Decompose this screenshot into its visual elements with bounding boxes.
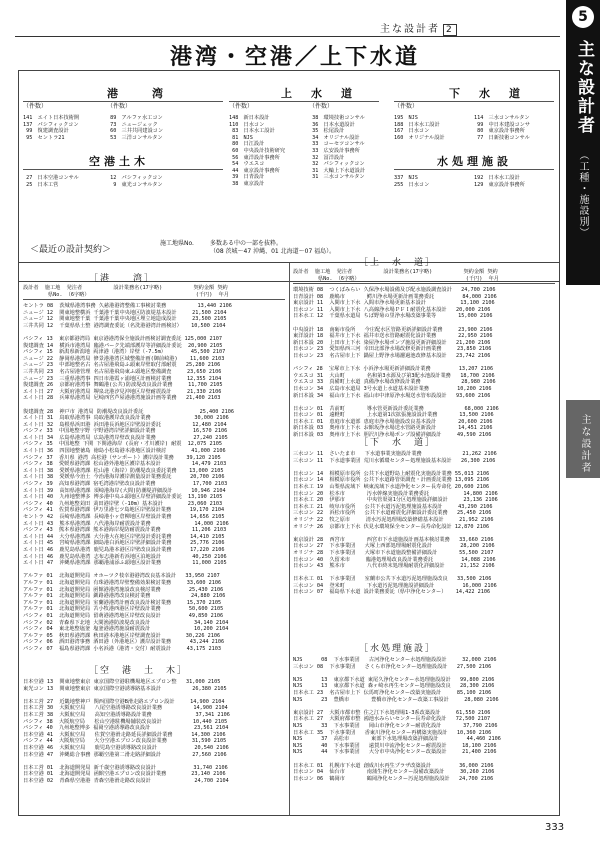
left-section-airport: ［空 港 土 木］ — [89, 666, 189, 676]
treatment-ranking-2: 192 日本水工設計 129 東京設計事務所 — [474, 175, 525, 188]
right-section-treatment: ［水処理施設］ — [359, 644, 437, 654]
water-ranking-1: 148 新日本設計 110 日水コン 83 日本水工設計 81 NJS 80 日江設計 60 中央設計技術研究 56 東洋設計事務所 54 ウエスコ 44 東京設計事務所 39 日青設計 38 東京設計 — [229, 115, 286, 187]
count-label: （件数） — [394, 103, 419, 110]
column-divider — [289, 263, 290, 815]
port-contracts: セントラ 08 茨城県港湾事務 久慈港港湾整備工事検討業務 13,440 2106 ニュージ 12 関東地整横浜 千葉港千葉中央地区防波堤基本設計 21,500 2104 ニュージ 12 関東地整千葉 千葉港千葉中央地区埋立地造成設計 23,500 2105 三井共同 12 千葉県県土整 港湾調査委託（名洗港港湾計画検討） 10,500 2104 パシフィ 13 東京都港湾局 東京港港湾保全施設計画検討調査委託 125,000 2107 復建調査 14 横浜市港湾局 臨港パーク先端部護岸等詳細設計委託 20,900 2105 パシフィ 15 新潟県新潟地 両津港（港湾）岸壁（-7.5m） 45,500 2107 ニュージ 22 静岡県港湾局 修景港港湾区域整備計画(御前崎港) 11,600 2103 ニュージ 23 中部地整名古 名古屋港飛島ふ頭東岸壁取付部耐震 25,280 2106 三井共同 23 名古屋港管理 名古屋港飛鳥東ふ頭地区整備調査 23,650 2106 ニュージ 23 三重県港湾事 四日市港霞ヶ浦地区計画検討業務 12,355 2104 復建調査 26 京都府港湾事 舞鶴港(公共)防波堤改良設計業務 11,700 2105 エイト日 27 大阪府港湾局 堺泉北港汐見沖地区岸壁耐震設計 21,330 2106 エイト日 28 兵庫県港湾局 尼崎西宮芦屋港港湾施設計画等業務 21,400 2103 復建調査 28 神戸市 港湾局 防潮堤改良設計委託 25,400 2106 エイト日 31 鳥取県港湾事 鳥取港護岸改良設計業務 30,000 2106 エイト日 32 島根県浜田港 浜田港長浜地区岸壁設計委託 12,480 2104 パシフィ 33 中国地整宇野 宇野港湾岸壁詳細設計業務 16,570 2106 エイト日 34 広島県港湾局 広島港湾岸壁改良設計業務 27,240 2105 パシフィ 35 中国地整 下関 下関港海岸 (長府・才川護岸) 耐震 12,075 2105 エイト日 36 四国地整徳島 徳島小松島港本港地区設計検討 41,000 2106 パシフィ 37 香川県 港湾 高松港（サンポート）護岸設計業務 39,120 2105 パシフィ 38 愛媛県港湾課 松山港外港地区護岸基本設計 14,479 2103 エイト日 38 愛媛県港湾課 松山港（海岸）防潮堤改良委託業務 13,000 2105 エイト日 38 愛媛県今治土 今治港海岸護岸測量設計業務委託 20,700 2106 パシフィ 39 高知県港湾課 宿毛湾港岸壁改良設計業務 17,700 2103 エイト日 39 高知県港湾課 須崎港海岸(大間)防潮堤詳細設計 10,946 2104 エイト日 40 九州地整博多 博多港中央ふ頭地区岸壁詳細設計委託 13,190 2105 パシフィ 40 九州地整苅田 苅田港岸壁（-10m）基本設計 23,060 2103 パシフィ 41 佐賀県港湾課 伊万里港七ツ島地区岸壁設計業務 19,170 2104 セントラ 42 長崎県港湾課 長崎港小ヶ倉柳地区岸壁設計業務 14,656 2105 エイト日 43 熊本県港湾課 八代港海岸耐震設計業務 14,000 2106 パシフィ 43 熊本県港湾課 熊本港海岸堤防耐震設計業務 11,206 2103 エイト日 44 大分県港湾課 大分港大在地区岸壁設計委託業務 14,410 2105 エイト日 45 宮崎県港湾課 細島港白浜地区岸壁詳細設計業務 25,776 2106 エイト日 46 鹿児島県港湾 鹿児島港本港区岸壁改良設計業務 17,220 2106 エイト日 46 鹿児島県港湾 志布志港新若浜地区泊地設計 40,250 2106 エイト日 47 沖縄県港湾課 那覇港浦添ふ頭地区設計業務 11,000 2105 アルファ 01 北海道開発局 オホーツク枝幸港港湾改良基本設計 33,950 2107 アルファ 01 北海道開発局 有珠港港湾岸壁整備効果検討業務 33,600 2106 アルファ 01 北海道開発局 函館港港湾施設改良検討業務 25,430 2106 アルファ 01 北海道開発局 釧路港港湾改良検討業務 24,880 2106 アルファ 01 北海道開発局 室蘭港港湾計画改良設計検討業務 15,370 2105 アルファ 01 北海道開発局 苫小牧港西港区岸壁設計業務 50,600 2105 パシフィ 01 北海道開発局 留萌港港湾地区岸壁改良設計 49,850 2106 パシフィ 02 青森県下北地 大間漁港防波堤改良設計 34,140 2104 パシフィ 04 東北地整塩釜 塩釜港港湾施設耐震設計 10,200 2104 アルファ 05 秋田県港湾課 秋田港本港地区岸壁調査設計 30,226 2106 パシフィ 06 酒田港湾事務 酒田港（外港地区）護岸設計業務 43,244 2106 パシフィ 07 福島県港湾課 小名浜港（港湾・交付）耐震設計 43,175 2103 — [23, 303, 234, 652]
count-label: （件数） — [229, 103, 254, 110]
contracts-heading: ＜最近の設計契約＞ — [30, 245, 112, 255]
airport-ranking-1: 27 日本空港コンサル 25 日本工営 — [26, 175, 79, 188]
treatment-ranking-1: 337 NJS 255 日水コン — [394, 175, 430, 188]
page-number: 333 — [545, 822, 565, 833]
airport-ranking-2: 12 パシフィックコン 9 東光コンサルタン — [110, 175, 163, 188]
section-water: 上 水 道 — [281, 87, 356, 100]
left-column-header: 設計者 施工地 発注者 設計業務名(17字略) 契約金額 契約 県No. （6字略） (千円) 年月 — [23, 285, 229, 298]
count-label: （件数） — [309, 103, 334, 110]
count-label: （件数） — [23, 103, 48, 110]
port-ranking-1: 141 エイト日本技術開 137 パシフィックコン 99 復建調査設計 95 セントラ21 — [23, 115, 80, 141]
treatment-rule — [394, 169, 554, 170]
port-ranking-2: 89 アルファ水工コン 73 ニュージェック 60 三井共同建設コン 53 三洋コンサルタン — [110, 115, 164, 141]
airport-contracts: 日本空港 13 関東地整東京 東京国際空港駐機場地区エプロン整 31,000 2105 東光コン 13 関東地整東京 東京国際空港誘導路基本設計 26,380 2105 日本工営 27 近畿地整神戸 関西国際空港B滑走路エプロン設計 14,900 2104 日本工営 30 大阪航空局 八尾空港誘導路改良設計業務 14,900 2104 日本工営 38 大阪航空局 高知空港誘導路設計業務 37,341 2106 パシフィ 38 大阪航空局 松山空港駐機場舗装改良設計 10,440 2105 パシフィ 40 九州地整博多 福岡空港誘導路改良設計 23,561 2104 日本空港 41 大阪航空局 佐賀空港滑走路延長詳細設計業務 14,300 2106 パシフィ 44 大阪航空局 大分空港エプロン改良設計業務 31,590 2105 日本空港 46 大阪航空局 鹿児島空港誘導路改良設計 20,540 2106 日本空港 47 沖縄総合事務 那覇空港第二滑走路詳細設計 27,560 2106 日本工営 01 北海道開発局 新千歳空港誘導路改良設計 31,740 2106 日本空港 01 北海道開発局 函館空港エプロン改良設計業務 23,140 2106 日本空港 02 青森県空港港 青森空港滑走路改良設計 24,700 2104 — [23, 679, 230, 784]
left-section-port: ［港 湾］ — [89, 274, 156, 284]
section-number: 2 — [443, 24, 457, 36]
chapter-title: 主な設計者 — [574, 40, 594, 135]
treatment-contracts: NJS 08 下水事業団 古河浄化センター水処理施設設計 32,000 2106 三水コン 08 下水事業団 さくら市浄化センター処理施設設計 27,500 2106 NJS 13 東京都下水道 東尾久浄化センター水処理施設設計 99,800 2106 NJS 13 東京都下水道 森ヶ崎水再生センター処理施設改良 28,300 2106 日本水工 23 名古屋市上下 伝馬町浄化センター改築実施設計 85,100 2106 NJS 23 豊橋市 豊橋市浄化センター改築工事設計 28,080 2106 東京設計 27 大阪市都市整 住之江下水処理場1-3系改築設計 61,550 2106 日本水工 27 大阪府都市整 鴻池水みらいセンター長寿命化設計 72,500 2107 NJS 33 下水事業団 岡山市浄化センター耐震化設計 37,790 2106 日本水工 35 下水事業団 香東川浄化センター再構築実施設計 10,360 2106 NJS 37 高松市 東部下水処理場改築詳細設計 44,460 2106 NJS 40 下水事業団 遠賀川中流浄化センター耐震設計 18,100 2106 NJS 44 下水事業団 大分市中央浄化センター改築設計 21,400 2106 日本水工 01 札幌市下水道 創成川水再生プラザ改築設計 36,000 2106 日水コン 04 仙台市 南蒲生浄化センター設備改築設計 30,260 2106 日水コン 06 鶴岡市 鶴岡浄化センター汚泥処理施設設計 24,700 2106 — [293, 657, 501, 782]
port-rule — [23, 101, 223, 102]
index-tab-label: 主な設計者 — [579, 414, 590, 474]
section-label: 主な設計者 2 — [380, 20, 457, 36]
chapter-subtitle: （工種・施設別） — [577, 150, 588, 238]
contracts-box — [18, 258, 560, 816]
water-ranking-2: 38 環境技術コンサル 36 日本水道設計 35 松尾設計 34 オリジナル設計 33 コーセツコンサル 33 広安設計事務所 32 冨洋設計 32 パシフィックコン 31 大輪上下水道設計 31 三水コンサルタン — [312, 115, 366, 181]
right-section-water: ［上 水 道］ — [359, 258, 437, 268]
right-header-rule — [293, 283, 555, 284]
section-treatment: 水処理施設 — [437, 155, 512, 168]
count-label: （件数） — [107, 103, 132, 110]
sewer-ranking-2: 114 三水コンサルタン 99 中日本建設コンサ 80 東京設計事務所 77 日新技術コンサル — [474, 115, 531, 141]
header-rule — [15, 36, 560, 37]
section-sewer: 下 水 道 — [449, 87, 524, 100]
index-tab — [566, 400, 600, 478]
airport-rule — [23, 169, 223, 170]
section-port: 港 湾 — [107, 87, 167, 100]
sewer-contracts: 三水コン 11 さいたま市 下水道事業実施設計業務 21,262 2106 三水コン 11 下水道事業団 荒川水循環センター処理施設基本設計 26,300 2106 日水コン 14 相模原市役所 公共下水道野島上耐震化実施設計業務 55,013 2106 日水コン 14 相模原市役所 公共下水道路管渠調査・計画委託業務 13,095 2106 日本水工 19 山梨県流域下 峡東流域下水道浄化センター長寿命化 20,600 2106 日水コン 20 松本市 汚水幹線実施設計業務委託 14,800 2106 日本水工 20 伊那市 中央管渠第1分区処理施設詳細設計 23,136 2106 日本水工 21 岐阜市役所 公共下水道汚泥処理施設基本設計 43,290 2106 三水コン 22 浜松市役所 公共下水道耐震化詳細設計委託業務 25,450 2106 オリジナ 22 牧之原市 清水汚泥処理場改築修繕基本設計 21,952 2106 オリジナ 26 京都市上下水 伏見水環境保全センター長寿命化設計 12,870 2106 東京設計 28 西宮市 西宮市下水道施設計画基本検討業務 33,660 2106 日水コン 27 下水事業団 大塚上西部処理場耐震化設計 28,200 2106 オリジナ 28 下水事業団 大塚市下水道施設整備詳細設計 55,500 2107 日水コン 40 久留米市 臨港処理場改良設計業務委託 14,088 2106 日水コン 43 熊本市 八代市終末処理場耐震化詳細設計 21,152 2106 日本水工 01 下水事業団 室蘭市公共下水道汚泥処理施設改良 33,500 2106 三水コン 04 登米町 下水道汚泥処理施設詳細設計 16,000 2106 日水コン 07 福島県下水道 設計業務委託（県中浄化センター） 14,422 2106 — [293, 451, 498, 596]
sewer-rule — [394, 101, 554, 102]
left-header-rule — [23, 299, 285, 300]
section-airport: 空港土木 — [89, 155, 149, 168]
right-column-header: 設計者 施工地 発注者 設計業務名(17字略) 契約金額 契約 県No. （6字略） (千円) 年月 — [293, 269, 499, 282]
chapter-number: 5 — [572, 6, 594, 28]
chapter-tab — [566, 0, 600, 285]
water-rule — [229, 101, 379, 102]
contracts-note: 多数ある中の一部を抜粋。 （08 茨城～47 沖縄、01 北海道～07 福島）。 — [210, 240, 336, 255]
contracts-note-label: 施工地県No. — [160, 240, 194, 247]
page-title: 港湾・空港／上下水道 — [170, 44, 421, 70]
right-section-sewer: ［下 水 道］ — [359, 438, 437, 448]
water-contracts: 環境技術 08 つくばみらい 久保浄水場設備及び配水施設調査設計 24,700 2106 日青設計 08 鹿嶋市 鰐川浄水場更新計画業務委託 84,000 2106 東京設計 11 入間市上下水 入間市浄水場更新基本設計 13,100 2106 日水コン 11 入間市上下水 八高線浄水場ＰＦＩ耐震化基本設計 20,000 2106 日本水工 12 千葉県水道局 ちば野菊の里浄水場改築事業等 15,000 2106 中央設計 18 南砺市役所 今庄配水区管路更新詳細設計業務 23,900 2106 東洋設計 18 福井市上下水 福井市送水管路耐震化設計業務 22,950 2106 新日本設 20 上田市上下水 染屋浄水場ポンプ施設更新詳細設計 21,200 2106 日水コン 23 愛知県西三河 幸田北部浄水場改修更新計画業務 23,850 2106 日水コン 23 名古屋市上下 鍋屋上野浄水場濾過池改修基本設計 23,742 2106 パシフィ 28 宝塚市上下水 小浜浄水場更新詳細設計業務 13,207 2106 ウエスコ 31 大山町 名和第3水源及び第3配水池設計業務 18,700 2106 ウエスコ 33 真備町上水道 真備浄水場改修設計業務 28,980 2106 日水コン 34 広島市水道局 3号水道上水道基本設計業務 10,200 2106 新日本設 34 福山市上下水 福山市中津原浄水場送水管布設設計 93,600 2106 日水コン 01 苫前町 導水管更新設計委託業務 68,000 2106 日水コン 01 遠軽町 上水道第1次拡張施設設計業務 13,500 2106 日本水工 01 恵庭市水道部 恵庭市浄水場施設改良基本設計 20,600 2106 新日本設 03 奥州市上下水 お館坂浄水場送水管路更新設計 14,451 2106 新日本設 03 奥州市上下水 胆沢川浄水場ポンプ設備詳細設計 49,590 2106 — [293, 287, 499, 439]
sewer-ranking-1: 195 NJS 188 日本水工設計 167 日水コン 160 オリジナル設計 — [394, 115, 445, 141]
